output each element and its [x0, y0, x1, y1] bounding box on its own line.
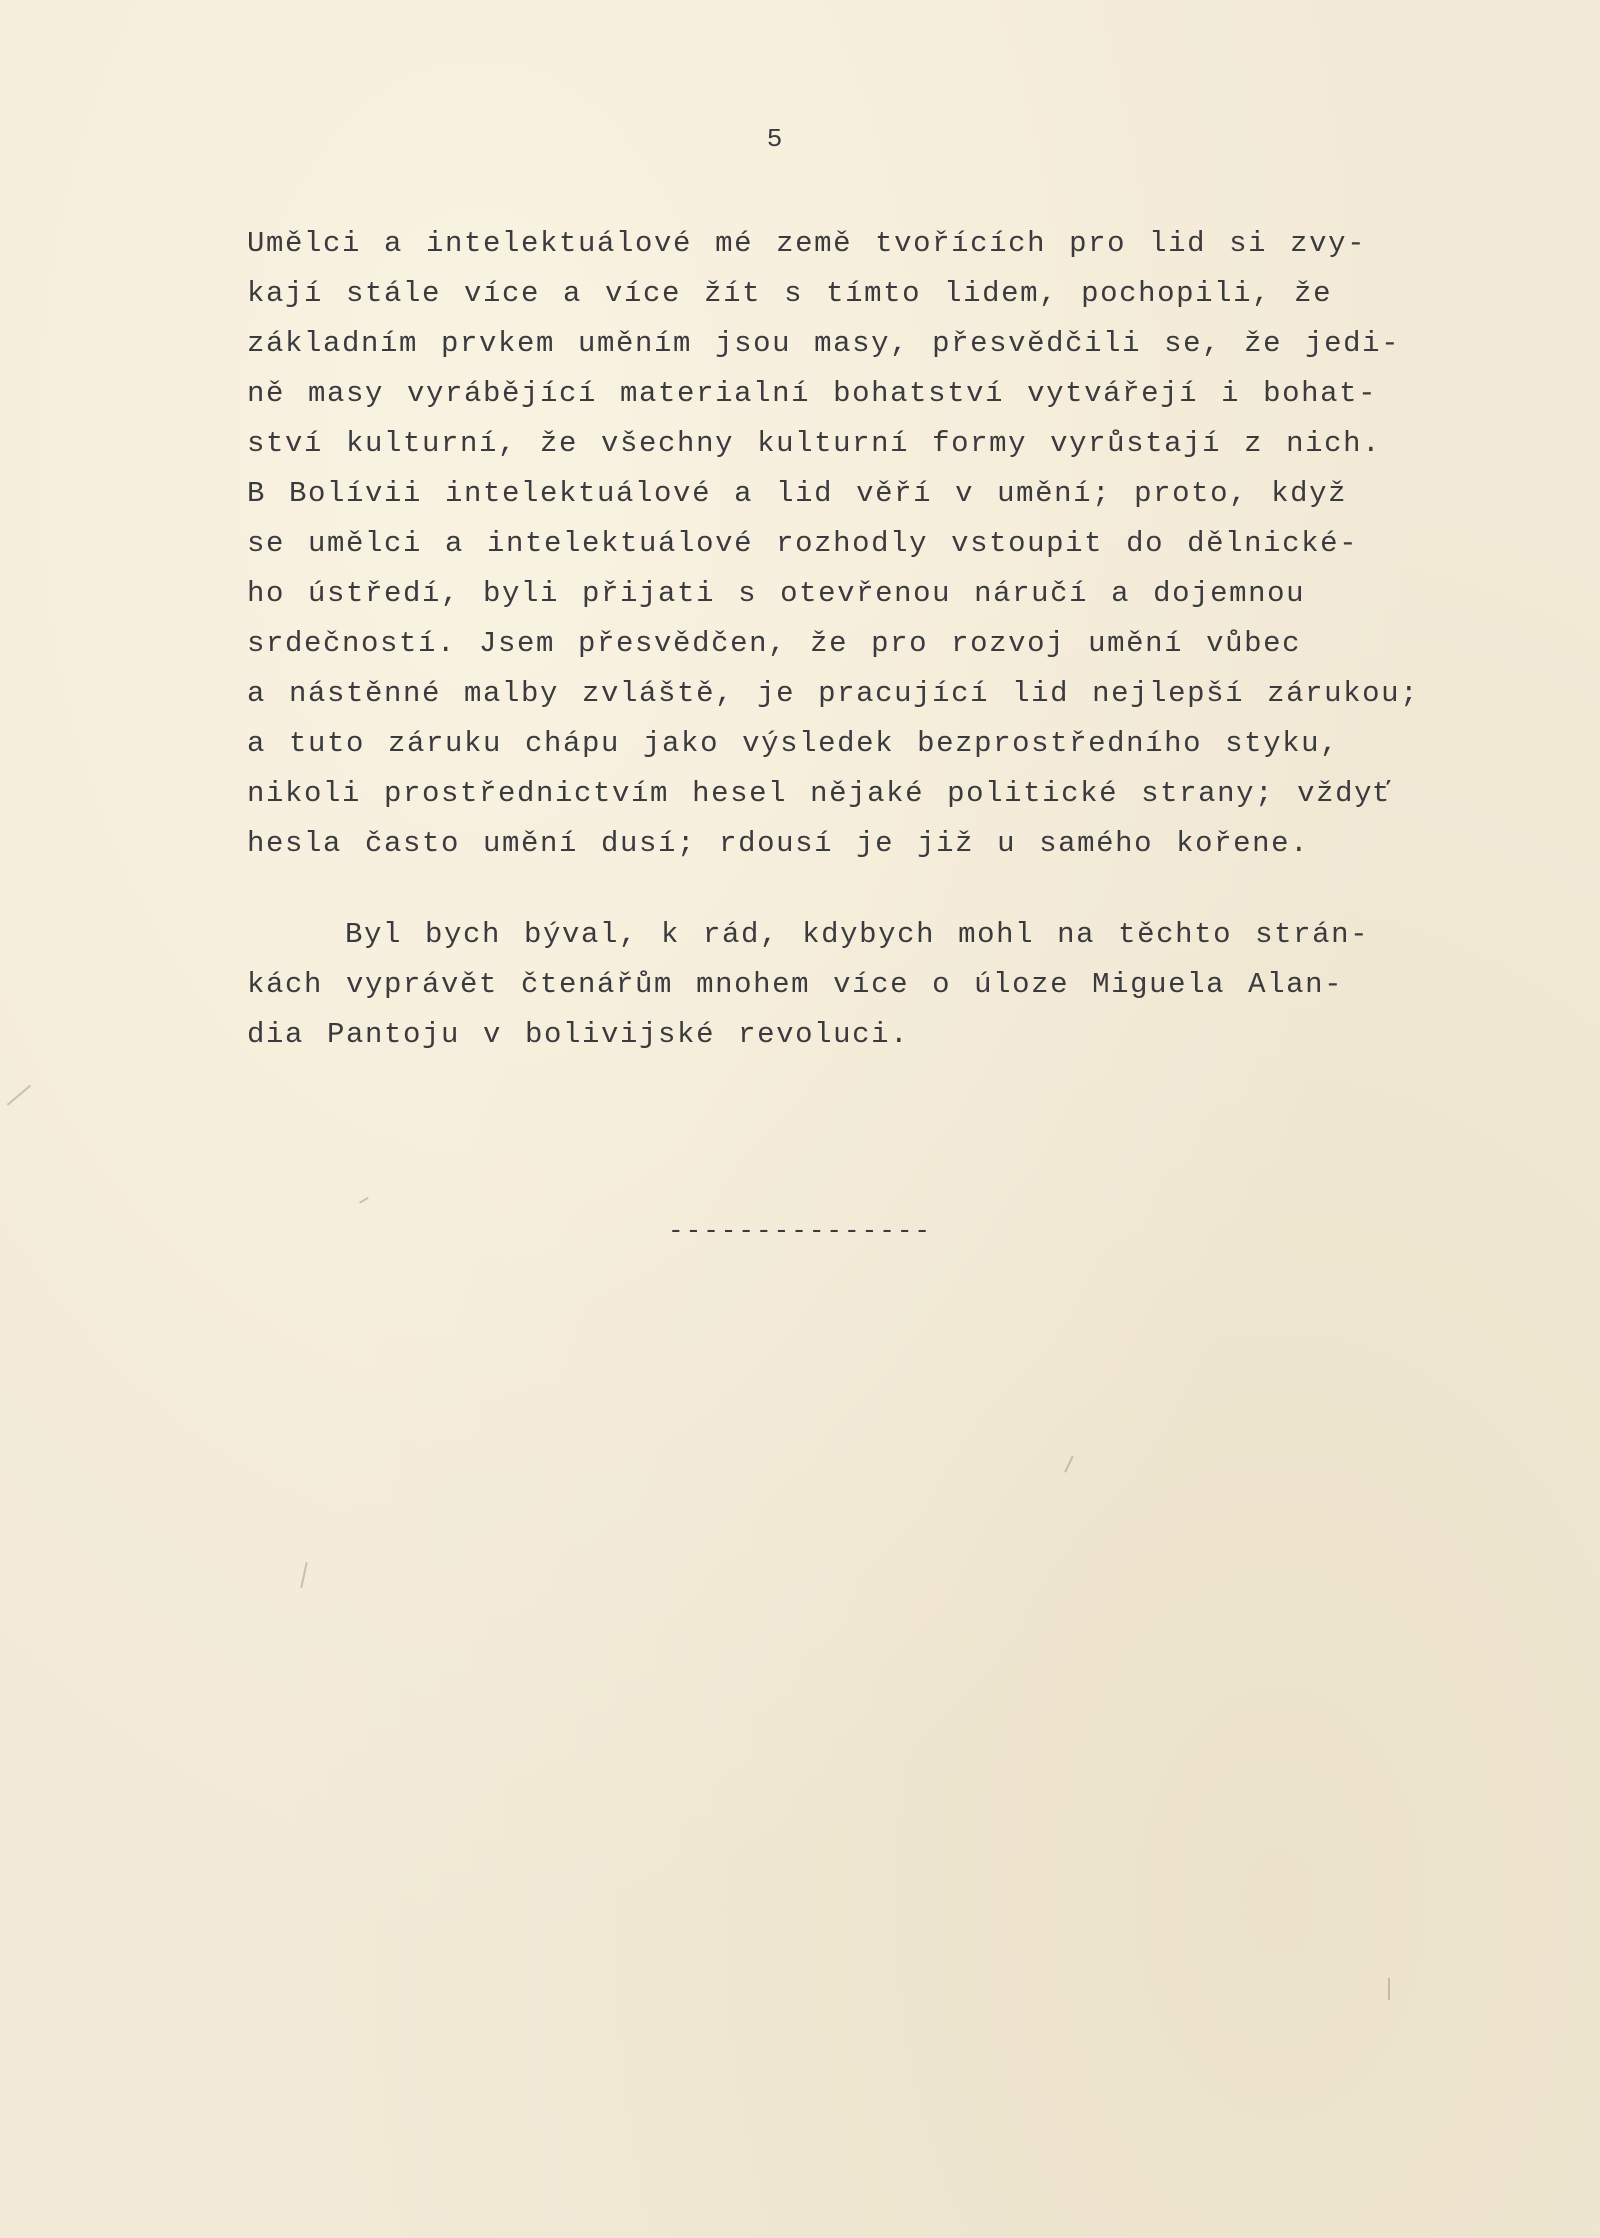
- text-line: kách vyprávět čtenářům mnohem více o úloze Miguela Alan-: [247, 968, 1344, 1001]
- paper-fiber: [300, 1562, 307, 1588]
- text-line: ně masy vyrábějící materialní bohatství vytvářejí i bohat-: [247, 377, 1378, 410]
- paper-fiber: [1064, 1456, 1073, 1473]
- paper-fiber: [359, 1197, 368, 1203]
- text-line: základním prvkem uměním jsou masy, přesvědčili se, že jedi-: [247, 327, 1401, 360]
- text-line: kají stále více a více žít s tímto lidem, pochopili, že: [247, 277, 1333, 310]
- text-line: B Bolívii intelektuálové a lid věří v umění; proto, když: [247, 477, 1348, 510]
- section-separator: ---------------: [668, 1216, 933, 1246]
- paragraph: [247, 910, 1477, 1060]
- paper-fiber: [1388, 1978, 1390, 2000]
- text-line: ství kulturní, že všechny kulturní formy vyrůstají z nich.: [247, 427, 1382, 460]
- text-line: a nástěnné malby zvláště, je pracující lid nejlepší zárukou;: [247, 677, 1420, 710]
- text-line: dia Pantoju v bolivijské revoluci.: [247, 1018, 910, 1051]
- text-line: Byl bych býval, k rád, kdybych mohl na těchto strán-: [345, 918, 1370, 951]
- paper-fiber: [7, 1085, 31, 1105]
- text-line: nikoli prostřednictvím hesel nějaké politické strany; vždyť: [247, 777, 1393, 810]
- text-line: srdečností. Jsem přesvědčen, že pro rozvoj umění vůbec: [247, 627, 1302, 660]
- text-line: Umělci a intelektuálové mé země tvořících pro lid si zvy-: [247, 227, 1367, 260]
- text-line: hesla často umění dusí; rdousí je již u samého kořene.: [247, 827, 1310, 860]
- text-line: ho ústředí, byli přijati s otevřenou náručí a dojemnou: [247, 577, 1306, 610]
- page-number: 5: [766, 124, 784, 154]
- text-line: se umělci a intelektuálové rozhodly vstoupit do dělnické-: [247, 527, 1359, 560]
- text-line: a tuto záruku chápu jako výsledek bezprostředního styku,: [247, 727, 1340, 760]
- paragraph: [247, 219, 1477, 869]
